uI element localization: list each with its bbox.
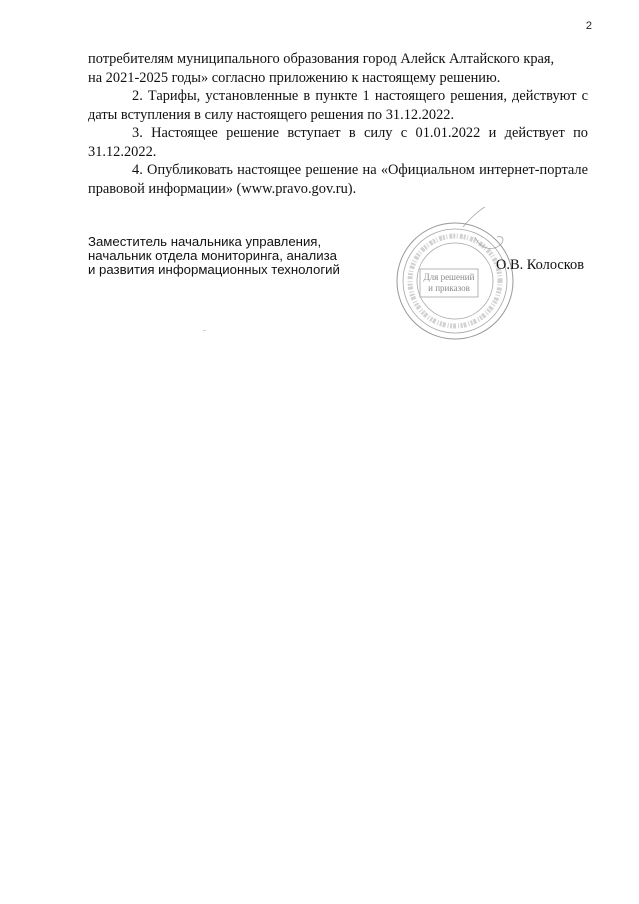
signer-title-line-3: и развития информационных технологий [88, 262, 340, 277]
signer-name: О.В. Колосков [496, 257, 585, 273]
stamp-center-line-2: и приказов [428, 283, 470, 293]
signer-title [88, 235, 378, 277]
official-stamp-seal [393, 207, 523, 347]
paragraph-4: 4. Опубликовать настоящее решение на «Официальном интернет-портале правовой информации» (www.pravo.gov.ru). [88, 162, 588, 197]
stamp-center-line-1: Для решений [423, 272, 475, 282]
paragraph-continuation-line-2: на 2021-2025 годы» согласно приложению к настоящему решению. [88, 69, 501, 86]
paragraph-continuation-line-1: потребителям муниципального образования город Алейск Алтайского края, [88, 51, 555, 67]
paragraph-2: 2. Тарифы, установленные в пункте 1 настоящего решения, действуют с даты вступления в силу настоящего решения по 31.12.2022. [88, 88, 588, 123]
scan-artifact [203, 330, 206, 331]
page-number: 2 [585, 20, 592, 32]
signer-title-line-1: Заместитель начальника управления, [88, 234, 322, 249]
paragraph-3: 3. Настоящее решение вступает в силу с 01.01.2022 и действует по 31.12.2022. [88, 125, 588, 160]
signer-title-line-2: начальник отдела мониторинга, анализа [88, 248, 337, 263]
document-body [88, 50, 588, 198]
